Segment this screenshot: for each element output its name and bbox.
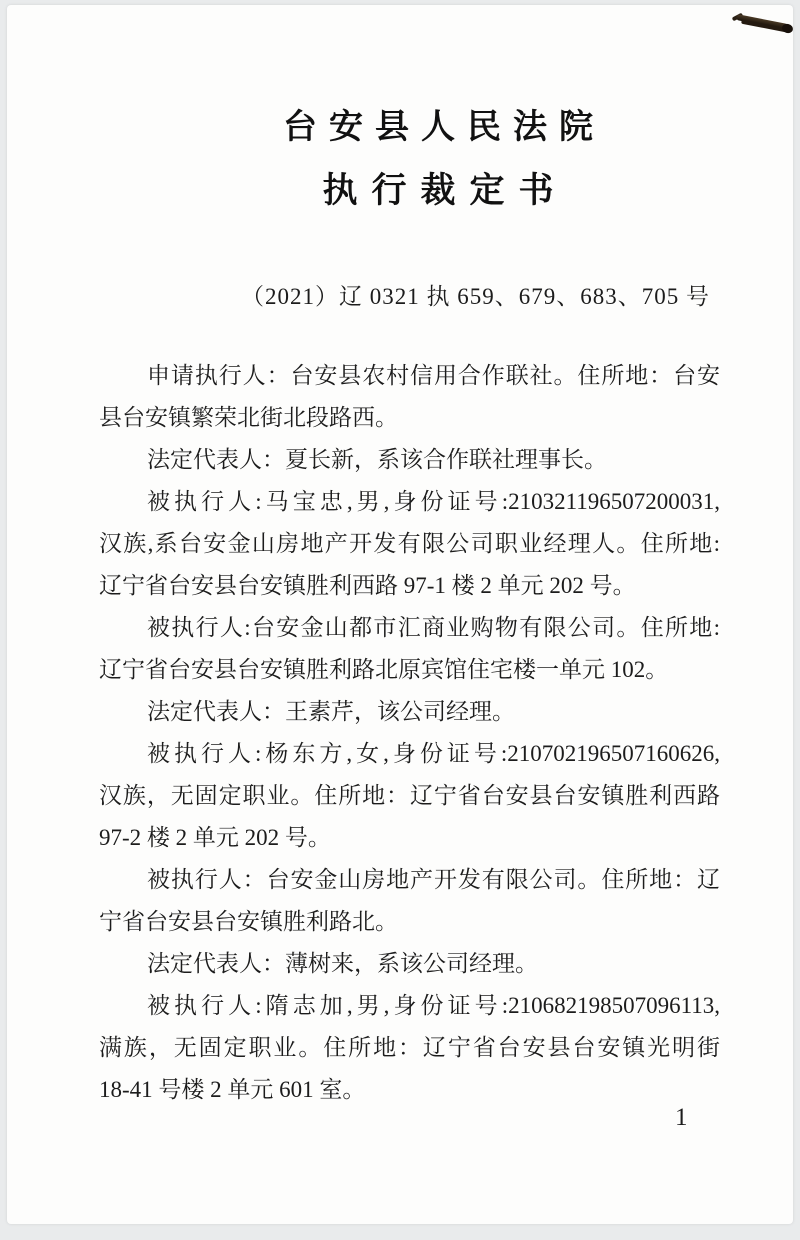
text-line: 被执行人:马宝忠,男,身份证号:210321196507200031, bbox=[147, 489, 720, 514]
staple-mark-icon bbox=[731, 12, 795, 36]
text-line: 汉族,系台安金山房地产开发有限公司职业经理人。住所地: bbox=[99, 531, 720, 556]
text-line: 被执行人:杨东方,女,身份证号:210702196507160626, bbox=[147, 741, 720, 766]
page-number: 1 bbox=[675, 1104, 688, 1131]
paragraph bbox=[99, 733, 720, 859]
text-line: 法定代表人：王素芹，该公司经理。 bbox=[147, 699, 515, 724]
text-line: 被执行人：台安金山房地产开发有限公司。住所地：辽 bbox=[147, 867, 720, 892]
text-line: 被执行人:台安金山都市汇商业购物有限公司。住所地: bbox=[147, 615, 720, 640]
text-line: 满族，无固定职业。住所地：辽宁省台安县台安镇光明街 bbox=[99, 1035, 720, 1060]
text-line: 97-2 楼 2 单元 202 号。 bbox=[99, 825, 331, 850]
text-line: 宁省台安县台安镇胜利路北。 bbox=[99, 909, 398, 934]
paragraph bbox=[99, 943, 720, 985]
document-title: 执行裁定书 bbox=[322, 171, 568, 210]
text-line: 汉族，无固定职业。住所地：辽宁省台安县台安镇胜利西路 bbox=[99, 783, 720, 808]
document-body bbox=[99, 355, 720, 1111]
text-line: 法定代表人：夏长新，系该合作联社理事长。 bbox=[147, 447, 607, 472]
text-line: 申请执行人：台安县农村信用合作联社。住所地：台安 bbox=[147, 363, 720, 388]
text-line: 辽宁省台安县台安镇胜利路北原宾馆住宅楼一单元 102。 bbox=[99, 657, 669, 682]
text-line: 法定代表人：薄树来，系该公司经理。 bbox=[147, 951, 538, 976]
text-line: 18-41 号楼 2 单元 601 室。 bbox=[99, 1077, 366, 1102]
paragraph bbox=[99, 691, 720, 733]
paragraph bbox=[99, 481, 720, 607]
court-name: 台安县人民法院 bbox=[283, 109, 605, 146]
paragraph bbox=[99, 607, 720, 691]
paragraph bbox=[99, 355, 720, 439]
text-line: 县台安镇繁荣北街北段路西。 bbox=[99, 405, 398, 430]
paragraph bbox=[99, 859, 720, 943]
text-line: 辽宁省台安县台安镇胜利西路 97-1 楼 2 单元 202 号。 bbox=[99, 573, 636, 598]
document-page bbox=[7, 5, 793, 1224]
paragraph bbox=[99, 439, 720, 481]
paragraph bbox=[99, 985, 720, 1111]
text-line: 被执行人:隋志加,男,身份证号:210682198507096113, bbox=[147, 993, 720, 1018]
staple-tip bbox=[781, 23, 794, 35]
case-number: （2021）辽 0321 执 659、679、683、705 号 bbox=[241, 284, 710, 309]
